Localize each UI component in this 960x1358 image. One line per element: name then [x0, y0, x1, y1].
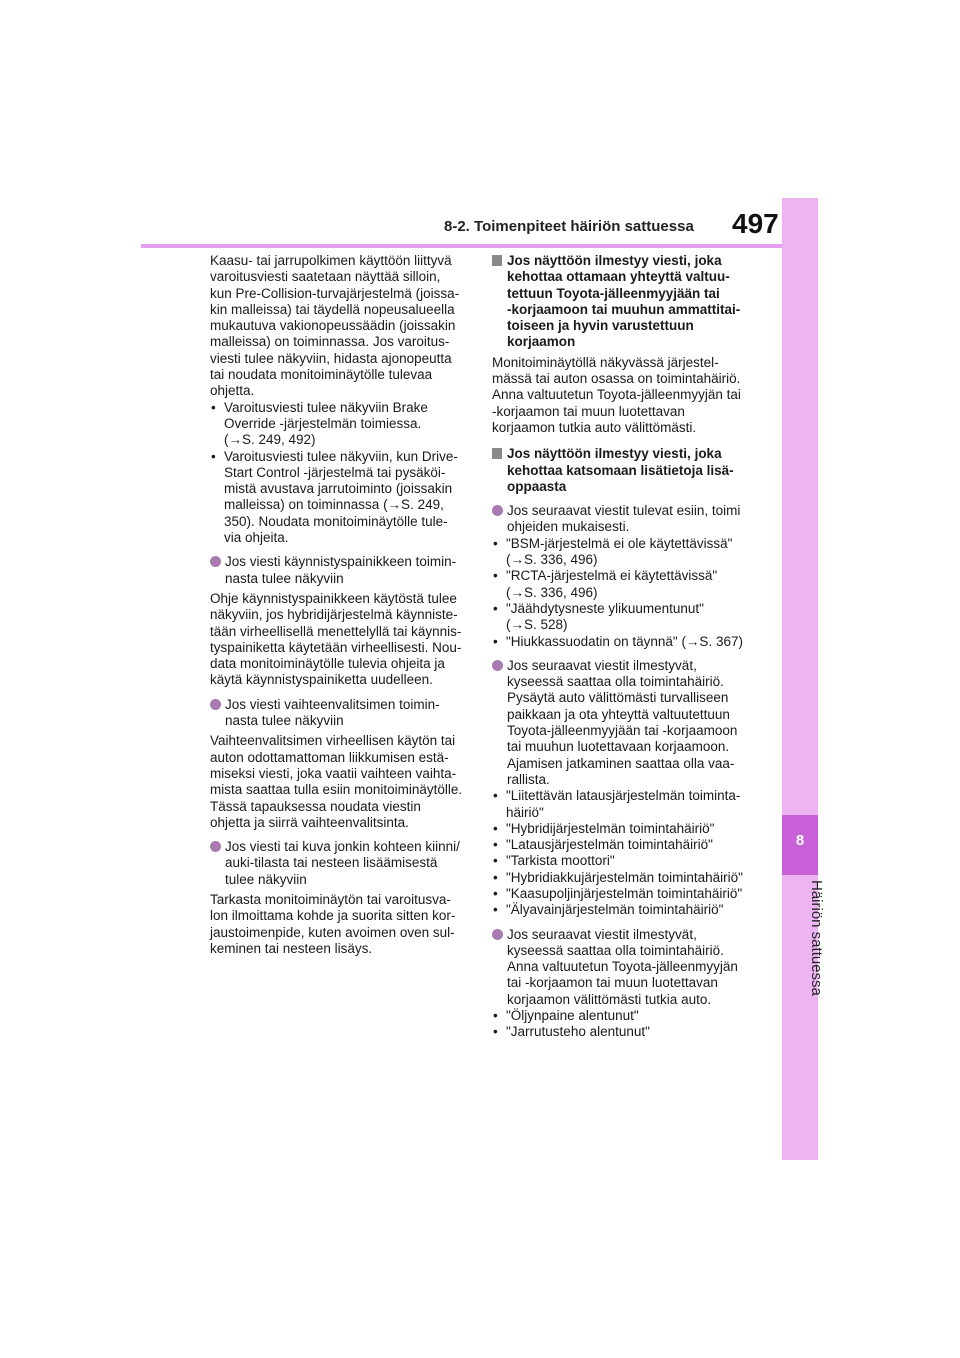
text-line: kehottaa katsomaan lisätietoja lisä-: [507, 462, 734, 478]
text-line: • "Tarkista moottori": [506, 853, 615, 869]
text-line: • "Jarrutusteho alentunut": [506, 1024, 650, 1040]
text-line: Jos seuraavat viestit tulevat esiin, toimi: [507, 503, 741, 519]
chapter-label: Häiriön sattuessa: [808, 880, 825, 996]
list-item: [492, 853, 754, 869]
text-line: mukautuva vakionopeussäädin (joissakin: [210, 318, 456, 334]
text-line: Monitoiminäytöllä näkyvässä järjestel-: [492, 354, 719, 370]
text-line: näkyviin, jos hybridijärjestelmä käynniste-: [210, 607, 458, 623]
square-bullet-icon: [492, 255, 502, 266]
text-line: auton odottamattoman liikkumisen estä-: [210, 749, 449, 765]
list-item: [210, 449, 468, 547]
text-line: tyspainiketta käytetään virheellisesti. Nou-: [210, 639, 462, 655]
text-line: Jos seuraavat viestit ilmestyvät,: [507, 657, 697, 673]
circle-bullet-icon: [210, 841, 221, 852]
circle-bullet-icon: [492, 929, 503, 940]
section-heading: [492, 446, 754, 495]
text-line: varoitusviesti saatetaan näyttää silloin,: [210, 269, 441, 285]
text-line: Jos viesti käynnistyspainikkeen toimin-: [225, 554, 457, 570]
list-item: [492, 536, 754, 569]
text-line: jaustoimenpide, kuten avoimen oven sul-: [210, 924, 455, 940]
right-column: [492, 253, 754, 1041]
text-line: paikkaan ja ota yhteyttä valtuutettuun: [507, 706, 730, 722]
circle-bullet-icon: [492, 505, 503, 516]
text-line: -korjaamoon tai muuhun ammattitai-: [507, 301, 741, 317]
text-line: • "Liitettävän latausjärjestelmän toiminta-: [506, 788, 741, 804]
text-line: 350). Noudata monitoiminäytölle tule-: [224, 513, 448, 529]
text-line: Kaasu- tai jarrupolkimen käyttöön liittyvä: [210, 253, 452, 268]
text-line: Ajamisen jatkaminen saattaa olla vaa-: [507, 755, 735, 771]
section-body: [492, 355, 754, 436]
text-line: toiseen ja hyvin varustettuun: [507, 318, 694, 334]
page-reference[interactable]: (→S. 336, 496): [506, 552, 598, 568]
text-line: Ohje käynnistyspainikkeen käytöstä tulee: [210, 590, 457, 606]
chapter-number: 8: [795, 832, 805, 849]
text-line: korjaamon välittömästi tutkia auto.: [507, 991, 712, 1007]
list-item: [492, 1024, 754, 1040]
text-line: data monitoiminäytölle tulevia ohjeita ja: [210, 656, 445, 672]
list-item: [492, 837, 754, 853]
text-line: Jos viesti tai kuva jonkin kohteen kiinni/: [225, 839, 460, 855]
list-item: [492, 870, 754, 886]
page-reference[interactable]: (→S. 249, 492): [224, 432, 316, 448]
text-line: kun Pre-Collision-turvajärjestelmä (joissa-: [210, 285, 460, 301]
text-line: via ohjeita.: [224, 530, 289, 546]
section-heading: [210, 839, 468, 888]
text-line: Start Control -järjestelmä tai pysäköi-: [224, 464, 446, 480]
text-line: • "Hiukkassuodatin on täynnä" (→S. 367): [506, 633, 743, 649]
text-line: tettuun Toyota-jälleenmyyjään tai: [507, 285, 720, 301]
list-item: [492, 601, 754, 634]
section-title: 8-2. Toimenpiteet häiriön sattuessa: [444, 218, 694, 235]
page-reference[interactable]: (→S. 528): [506, 617, 568, 633]
section-heading: [210, 697, 468, 730]
square-bullet-icon: [492, 448, 502, 459]
text-line: kyseessä saattaa olla toimintahäiriö.: [507, 942, 724, 958]
text-line: Jos näyttöön ilmestyy viesti, joka: [507, 446, 722, 462]
text-line: rallista.: [507, 771, 550, 787]
section-body: [210, 591, 468, 689]
page-reference[interactable]: (→S. 336, 496): [506, 584, 598, 600]
message-list: [492, 788, 754, 918]
text-line: • "Latausjärjestelmän toimintahäiriö": [506, 837, 713, 853]
text-line: Anna valtuutetun Toyota-jälleenmyyjän tai: [492, 387, 741, 403]
subsection-heading: [492, 658, 754, 788]
list-item: [492, 568, 754, 601]
list-item: [492, 1008, 754, 1024]
list-item: [492, 821, 754, 837]
text-line: • "Hybridiakkujärjestelmän toimintahäiriö": [506, 869, 743, 885]
text-line: keminen tai nesteen lisäys.: [210, 940, 373, 956]
chapter-side-tab: [782, 198, 818, 1160]
text-line: Toyota-jälleenmyyjään tai -korjaamoon: [507, 723, 738, 739]
text-line: • Varoitusviesti tulee näkyviin Brake: [224, 399, 428, 415]
list-item: [492, 788, 754, 821]
text-line: Jos seuraavat viestit ilmestyvät,: [507, 926, 697, 942]
text-line: häiriö": [506, 804, 544, 820]
text-line: nasta tulee näkyviin: [225, 570, 344, 586]
text-line: Tarkasta monitoiminäytön tai varoitusva-: [210, 891, 451, 907]
section-heading: [492, 253, 754, 351]
text-line: tai -korjaamon tai muun luotettavan: [507, 975, 718, 991]
text-line: malleissa) on toiminnassa. Jos varoitus-: [210, 334, 450, 350]
text-line: käytä käynnistyspainiketta uudelleen.: [210, 672, 433, 688]
circle-bullet-icon: [492, 660, 503, 671]
text-line: mista saattaa tulla esiin monitoiminäytölle.: [210, 782, 463, 798]
text-line: tai noudata monitoiminäytölle tulevaa: [210, 367, 433, 383]
header-rule: [141, 244, 790, 248]
text-line: Override -järjestelmän toimiessa.: [224, 415, 422, 431]
text-line: tulee näkyviin: [225, 871, 307, 887]
text-line: -korjaamon tai muun luotettavan: [492, 403, 685, 419]
text-line: ohjeiden mukaisesti.: [507, 519, 630, 535]
list-item: [210, 400, 468, 449]
text-line: • "Hybridijärjestelmän toimintahäiriö": [506, 820, 715, 836]
text-line: • "Öljynpaine alentunut": [506, 1008, 639, 1024]
page-number: 497: [732, 208, 779, 239]
text-line: viesti tulee näkyviin, hidasta ajonopeutta: [210, 350, 452, 366]
text-line: Anna valtuutetun Toyota-jälleenmyyjän: [507, 959, 738, 975]
text-line: • Varoitusviesti tulee näkyviin, kun Drive-: [224, 448, 458, 464]
section-heading: [210, 554, 468, 587]
text-line: Pysäytä auto välittömästi turvalliseen: [507, 690, 729, 706]
text-line: tään virheellisellä menettelyllä tai käynnis-: [210, 623, 462, 639]
text-line: • "BSM-järjestelmä ei ole käytettävissä": [506, 535, 733, 551]
text-line: lon ilmoittama kohde ja suorita sitten kor-: [210, 908, 456, 924]
message-list: [492, 536, 754, 650]
text-line: mässä tai auton osassa on toimintahäiriö.: [492, 371, 741, 387]
text-line: Vaihteenvalitsimen virheellisen käytön tai: [210, 733, 456, 749]
text-line: auki-tilasta tai nesteen lisäämisestä: [225, 855, 438, 871]
intro-bullet-list: [210, 400, 468, 547]
text-line: ohjetta.: [210, 383, 255, 399]
text-line: Tässä tapauksessa noudata viestin: [210, 798, 421, 814]
left-column: [210, 253, 468, 957]
intro-paragraph: [210, 253, 468, 400]
text-line: • "RCTA-järjestelmä ei käytettävissä": [506, 568, 718, 584]
section-body: [210, 892, 468, 957]
text-line: ohjetta ja siirrä vaihteenvalitsinta.: [210, 814, 409, 830]
text-line: Jos näyttöön ilmestyy viesti, joka: [507, 253, 722, 268]
text-line: • "Kaasupoljinjärjestelmän toimintahäiriö": [506, 885, 743, 901]
circle-bullet-icon: [210, 699, 221, 710]
text-line: • "Älyavainjärjestelmän toimintahäiriö": [506, 902, 724, 918]
page-reference[interactable]: malleissa) on toiminnassa (→S. 249,: [224, 497, 444, 513]
text-line: korjaamon: [507, 334, 576, 350]
circle-bullet-icon: [210, 556, 221, 567]
text-line: Jos viesti vaihteenvalitsimen toimin-: [225, 696, 440, 712]
message-list: [492, 1008, 754, 1041]
text-line: tai muuhun luotettavaan korjaamoon.: [507, 739, 730, 755]
list-item: [492, 886, 754, 902]
text-line: oppaasta: [507, 478, 567, 494]
text-line: kin malleissa) tai täydellä nopeusalueella: [210, 301, 455, 317]
section-body: [210, 733, 468, 831]
text-line: miseksi viesti, joka vaatii vaihteen vaihta-: [210, 765, 457, 781]
text-line: korjaamon tutkia auto välittömästi.: [492, 419, 697, 435]
text-line: kehottaa ottamaan yhteyttä valtuu-: [507, 269, 730, 285]
list-item: [492, 634, 754, 650]
text-line: • "Jäähdytysneste ylikuumentunut": [506, 600, 704, 616]
text-line: nasta tulee näkyviin: [225, 713, 344, 729]
list-item: [492, 902, 754, 918]
text-line: kyseessä saattaa olla toimintahäiriö.: [507, 674, 724, 690]
text-line: mistä avustava jarrutoiminto (joissakin: [224, 481, 453, 497]
subsection-heading: [492, 503, 754, 536]
subsection-heading: [492, 927, 754, 1008]
